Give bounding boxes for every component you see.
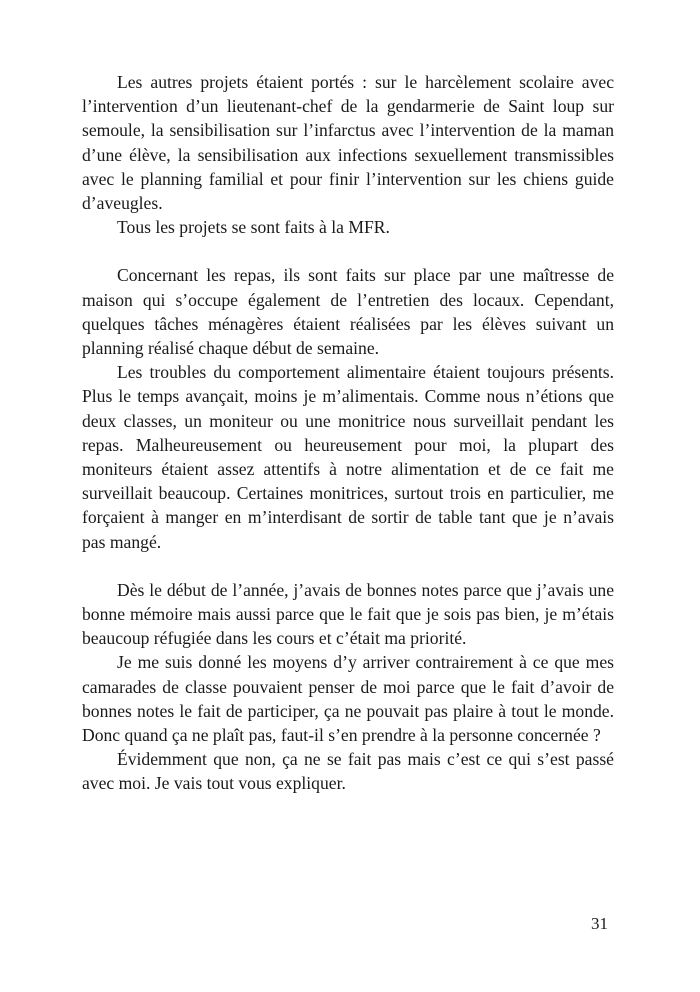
paragraph-mfr: Tous les projets se sont faits à la MFR. — [117, 217, 390, 238]
page-number: 31 — [591, 914, 608, 933]
page-body — [82, 70, 614, 796]
paragraph-eating-disorders: Les troubles du comportement alimentaire étaient toujours présents. Plus le temps avançait, moins je m’alimentais. Comme nous n’étions que deux classes, un moniteur ou une monitrice nous surveillait pendant les repas. Malheureusement ou heureusement pour moi, la plupart des moniteurs étaient assez attentifs à notre alimentation et de ce fait me surveillait beaucoup. Certaines monitrices, surtout trois en particulier, me forçaient à manger en m’interdisant de sortir de table tant que je n’avais pas mangé. — [82, 362, 614, 552]
paragraph-projects: Les autres projets étaient portés : sur le harcèlement scolaire avec l’intervention d’un lieutenant-chef de la gendarmerie de Saint loup sur semoule, la sensibilisation sur l’infarctus avec l’intervention de la maman d’une élève, la sensibilisation aux infections sexuellement transmissibles avec le planning familial et pour finir l’intervention sur les chiens guide d’aveugles. — [82, 72, 614, 214]
paragraph-conclusion: Évidemment que non, ça ne se fait pas mais c’est ce qui s’est passé avec moi. Je vais tout vous expliquer. — [82, 749, 614, 794]
paragraph-grades: Dès le début de l’année, j’avais de bonnes notes parce que j’avais une bonne mémoire mais aussi parce que le fait que je sois pas bien, je m’étais beaucoup réfugiée dans les cours et c’était ma priorité. — [82, 579, 614, 649]
paragraph-gap — [82, 239, 614, 263]
paragraph-means: Je me suis donné les moyens d’y arriver contrairement à ce que mes camarades de classe pouvaient penser de moi parce que le fait d’avoir de bonnes notes le fait de participer, ça ne pouvait pas plaire à tout le monde. Donc quand ça ne plaît pas, faut-il s’en prendre à la personne concernée ? — [82, 652, 614, 746]
paragraph-meals: Concernant les repas, ils sont faits sur place par une maîtresse de maison qui s’occupe également de l’entretien des locaux. Cependant, quelques tâches ménagères étaient réalisées par les élèves suivant un planning réalisé chaque début de semaine. — [82, 265, 614, 359]
paragraph-gap — [82, 554, 614, 578]
